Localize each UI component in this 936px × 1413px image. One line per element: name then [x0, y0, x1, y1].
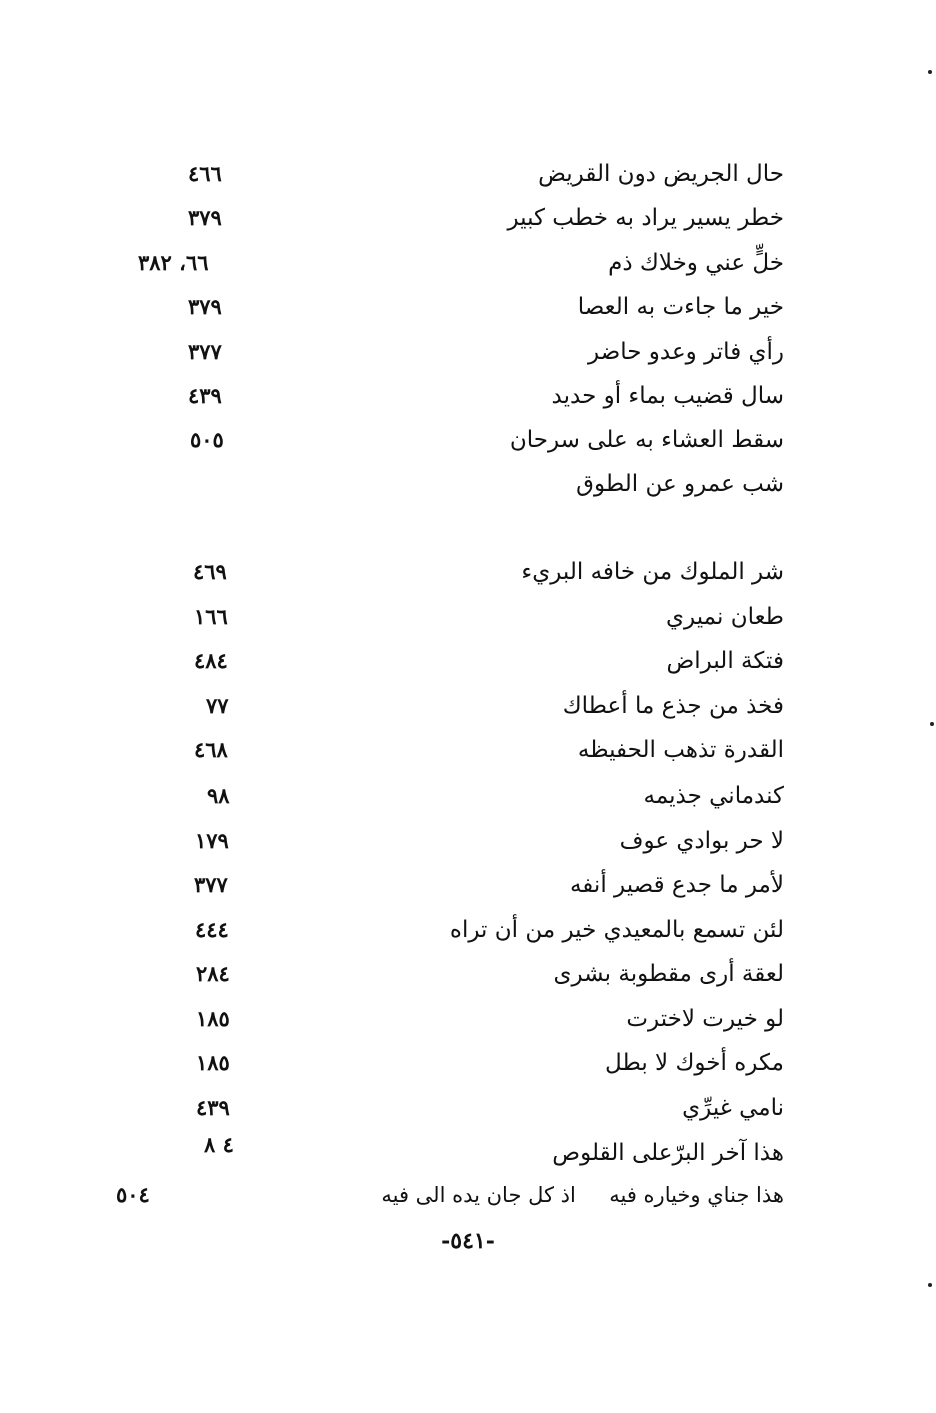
proverb-text: سال قضيب بماء أو حديد	[551, 383, 784, 409]
proverb-text: كندماني جذيمه	[643, 783, 784, 809]
page-reference: ٤٣٩	[188, 383, 222, 408]
proverb-text: فتكة البراض	[666, 648, 784, 674]
index-entry	[0, 1043, 936, 1087]
index-entry	[0, 198, 936, 242]
index-entry	[0, 420, 936, 464]
index-entry	[0, 243, 936, 287]
proverb-text: لأمر ما جدع قصير أنفه	[569, 872, 784, 898]
index-entry	[0, 552, 936, 596]
page-reference: ٤٨٤	[194, 648, 228, 673]
page-reference: ٤٣٩	[196, 1095, 230, 1120]
proverb-text: شب عمرو عن الطوق	[576, 471, 784, 497]
index-entry	[0, 686, 936, 730]
proverb-text: حال الجريض دون القريض	[538, 161, 784, 187]
margin-speck	[930, 722, 934, 726]
index-entry	[0, 730, 936, 774]
proverb-text: نامي غيرِّي	[682, 1095, 784, 1121]
proverb-text: طعان نميري	[666, 604, 784, 630]
page-reference: ٣٧٩	[188, 205, 222, 230]
verse-text: هذا جناي وخياره فيه اذ كل جان يده الى فيه	[381, 1183, 784, 1207]
margin-speck	[928, 1283, 932, 1287]
page-reference: ١٦٦	[194, 604, 228, 629]
proverb-text: شر الملوك من خافه البريء	[521, 559, 784, 585]
proverb-text: خير ما جاءت به العصا	[577, 294, 784, 320]
page-reference: ١٨٥	[196, 1006, 230, 1031]
index-entry	[0, 287, 936, 331]
index-entry	[0, 865, 936, 909]
index-entry	[0, 376, 936, 420]
page-reference: ٤٦٨	[194, 737, 228, 762]
proverb-text: خطر يسير يراد به خطب كبير	[507, 205, 784, 231]
proverb-text: خلٍّ عني وخلاك ذم	[608, 250, 784, 276]
page-reference: ١٧٩	[195, 828, 229, 853]
page-reference: ١٨٥	[196, 1050, 230, 1075]
page-reference: ٦٦، ٣٨٢	[138, 250, 209, 275]
page-reference: ٧٧	[206, 693, 229, 718]
index-entry	[0, 821, 936, 865]
index-entry	[0, 1125, 936, 1169]
page-reference: ٩٨	[207, 783, 230, 808]
index-entry	[0, 641, 936, 685]
index-entry	[0, 776, 936, 820]
page-reference: ٣٧٧	[194, 872, 228, 897]
proverb-text: لا حر بوادي عوف	[619, 828, 784, 854]
page-reference: ٢٨٤	[196, 961, 230, 986]
page-reference: ٣٧٩	[188, 294, 222, 319]
page-reference: ٥٠٤	[116, 1182, 150, 1207]
proverb-text: القدرة تذهب الحفيظه	[577, 737, 784, 763]
page-reference: ٤٦٦	[188, 161, 222, 186]
page-reference: ٤٤٤	[195, 917, 229, 942]
proverb-text: فخذ من جذع ما أعطاك	[562, 693, 784, 719]
proverb-text: لئن تسمع بالمعيدي خير من أن تراه	[449, 917, 784, 943]
index-entry	[0, 954, 936, 998]
index-entry	[0, 332, 936, 376]
proverb-text: رأي فاتر وعدو حاضر	[588, 339, 784, 365]
index-entry	[0, 910, 936, 954]
proverb-text: هذا آخر البرّعلى القلوص	[552, 1140, 784, 1166]
proverb-text: سقط العشاء به على سرحان	[509, 427, 784, 453]
page-reference: ٤ ٨	[204, 1132, 234, 1157]
proverb-text: لو خيرت لاخترت	[626, 1006, 784, 1032]
page-reference: ٣٧٧	[188, 339, 222, 364]
page-number: -٥٤١-	[441, 1228, 495, 1254]
index-entry	[0, 597, 936, 641]
index-entry	[0, 154, 936, 198]
page-reference: ٤٦٩	[193, 559, 227, 584]
index-entry	[0, 1175, 936, 1219]
index-entry	[0, 999, 936, 1043]
page-reference: ٥٠٥	[190, 427, 224, 452]
proverb-text: لعقة أرى مقطوبة بشرى	[553, 961, 784, 987]
index-entry	[0, 464, 936, 508]
proverb-text: مكره أخوك لا بطل	[605, 1050, 784, 1076]
margin-speck	[928, 70, 932, 74]
